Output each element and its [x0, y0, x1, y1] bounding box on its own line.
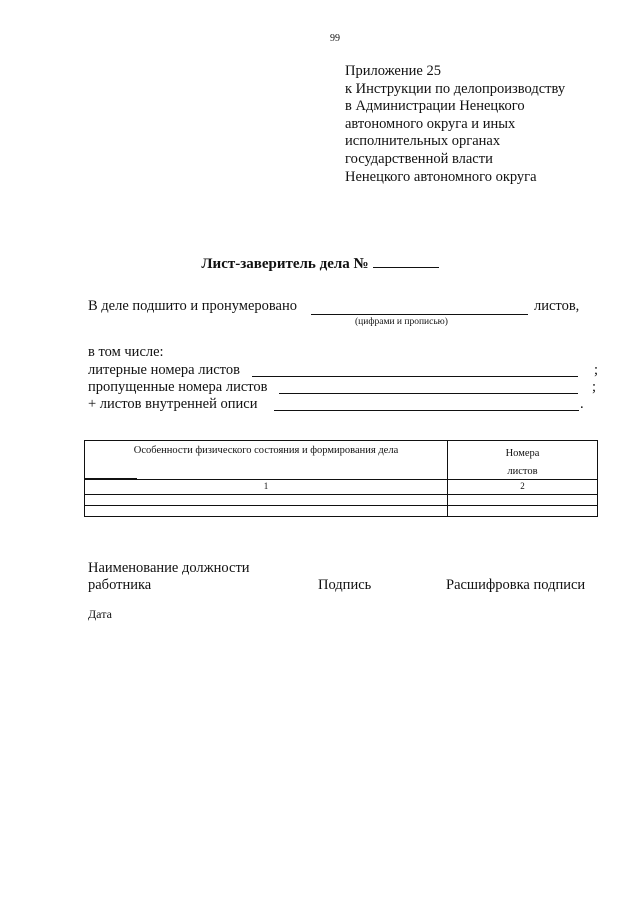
appendix-line: Ненецкого автономного округа	[345, 168, 537, 185]
filed-prefix: В деле подшито и пронумеровано	[88, 298, 297, 314]
case-features-table	[84, 440, 598, 517]
inner-inventory-blank[interactable]	[274, 410, 579, 411]
inner-inventory-end: .	[580, 396, 584, 412]
table-number-row	[85, 480, 598, 495]
sheet-numbers-header-line1: Номера	[505, 448, 540, 459]
position-label-line1: Наименование должности	[88, 560, 250, 576]
skipped-numbers-end: ;	[592, 379, 597, 395]
sheet-numbers-header-cell	[448, 441, 598, 480]
inner-inventory-label: + листов внутренней описи	[88, 396, 258, 412]
filed-suffix: листов,	[534, 298, 580, 314]
position-label-line2: работника	[88, 577, 152, 593]
including-label: в том числе:	[88, 344, 164, 360]
table-cell[interactable]	[85, 495, 448, 506]
appendix-line: Приложение 25	[345, 63, 441, 79]
table-row[interactable]	[85, 495, 598, 506]
table-cell[interactable]	[85, 506, 448, 517]
letter-numbers-label: литерные номера листов	[88, 362, 240, 378]
date-label: Дата	[88, 607, 112, 621]
features-header-cell	[85, 441, 448, 480]
document-title-text: Лист-заверитель дела №	[201, 256, 369, 272]
document-title	[0, 253, 640, 273]
skipped-numbers-label: пропущенные номера листов	[88, 379, 268, 395]
table-cell[interactable]	[448, 495, 598, 506]
sheet-numbers-header-line2: листов	[507, 466, 538, 477]
col-number-2: 2	[448, 480, 598, 495]
table-header-row	[85, 441, 598, 480]
appendix-header	[345, 63, 565, 186]
signature-decoding-label: Расшифровка подписи	[446, 577, 586, 593]
features-header: Особенности физического состояния и формирования дела	[133, 445, 399, 456]
skipped-numbers-blank[interactable]	[279, 393, 578, 394]
appendix-line: к Инструкции по делопроизводству	[345, 80, 566, 97]
header-underline	[85, 478, 137, 479]
appendix-line: автономного округа и иных	[345, 115, 516, 132]
signature-label: Подпись	[318, 577, 372, 593]
appendix-line: в Администрации Ненецкого	[345, 98, 525, 115]
col-number-1: 1	[85, 480, 448, 495]
filed-count-blank[interactable]	[311, 314, 528, 315]
page-number: 99	[330, 33, 340, 44]
case-number-blank[interactable]	[373, 253, 439, 268]
table-cell[interactable]	[448, 506, 598, 517]
letter-numbers-end: ;	[594, 362, 599, 378]
letter-numbers-blank[interactable]	[252, 376, 578, 377]
filed-hint: (цифрами и прописью)	[355, 317, 448, 327]
appendix-line: государственной власти	[345, 150, 493, 167]
table-row[interactable]	[85, 506, 598, 517]
appendix-line: исполнительных органах	[345, 133, 501, 150]
